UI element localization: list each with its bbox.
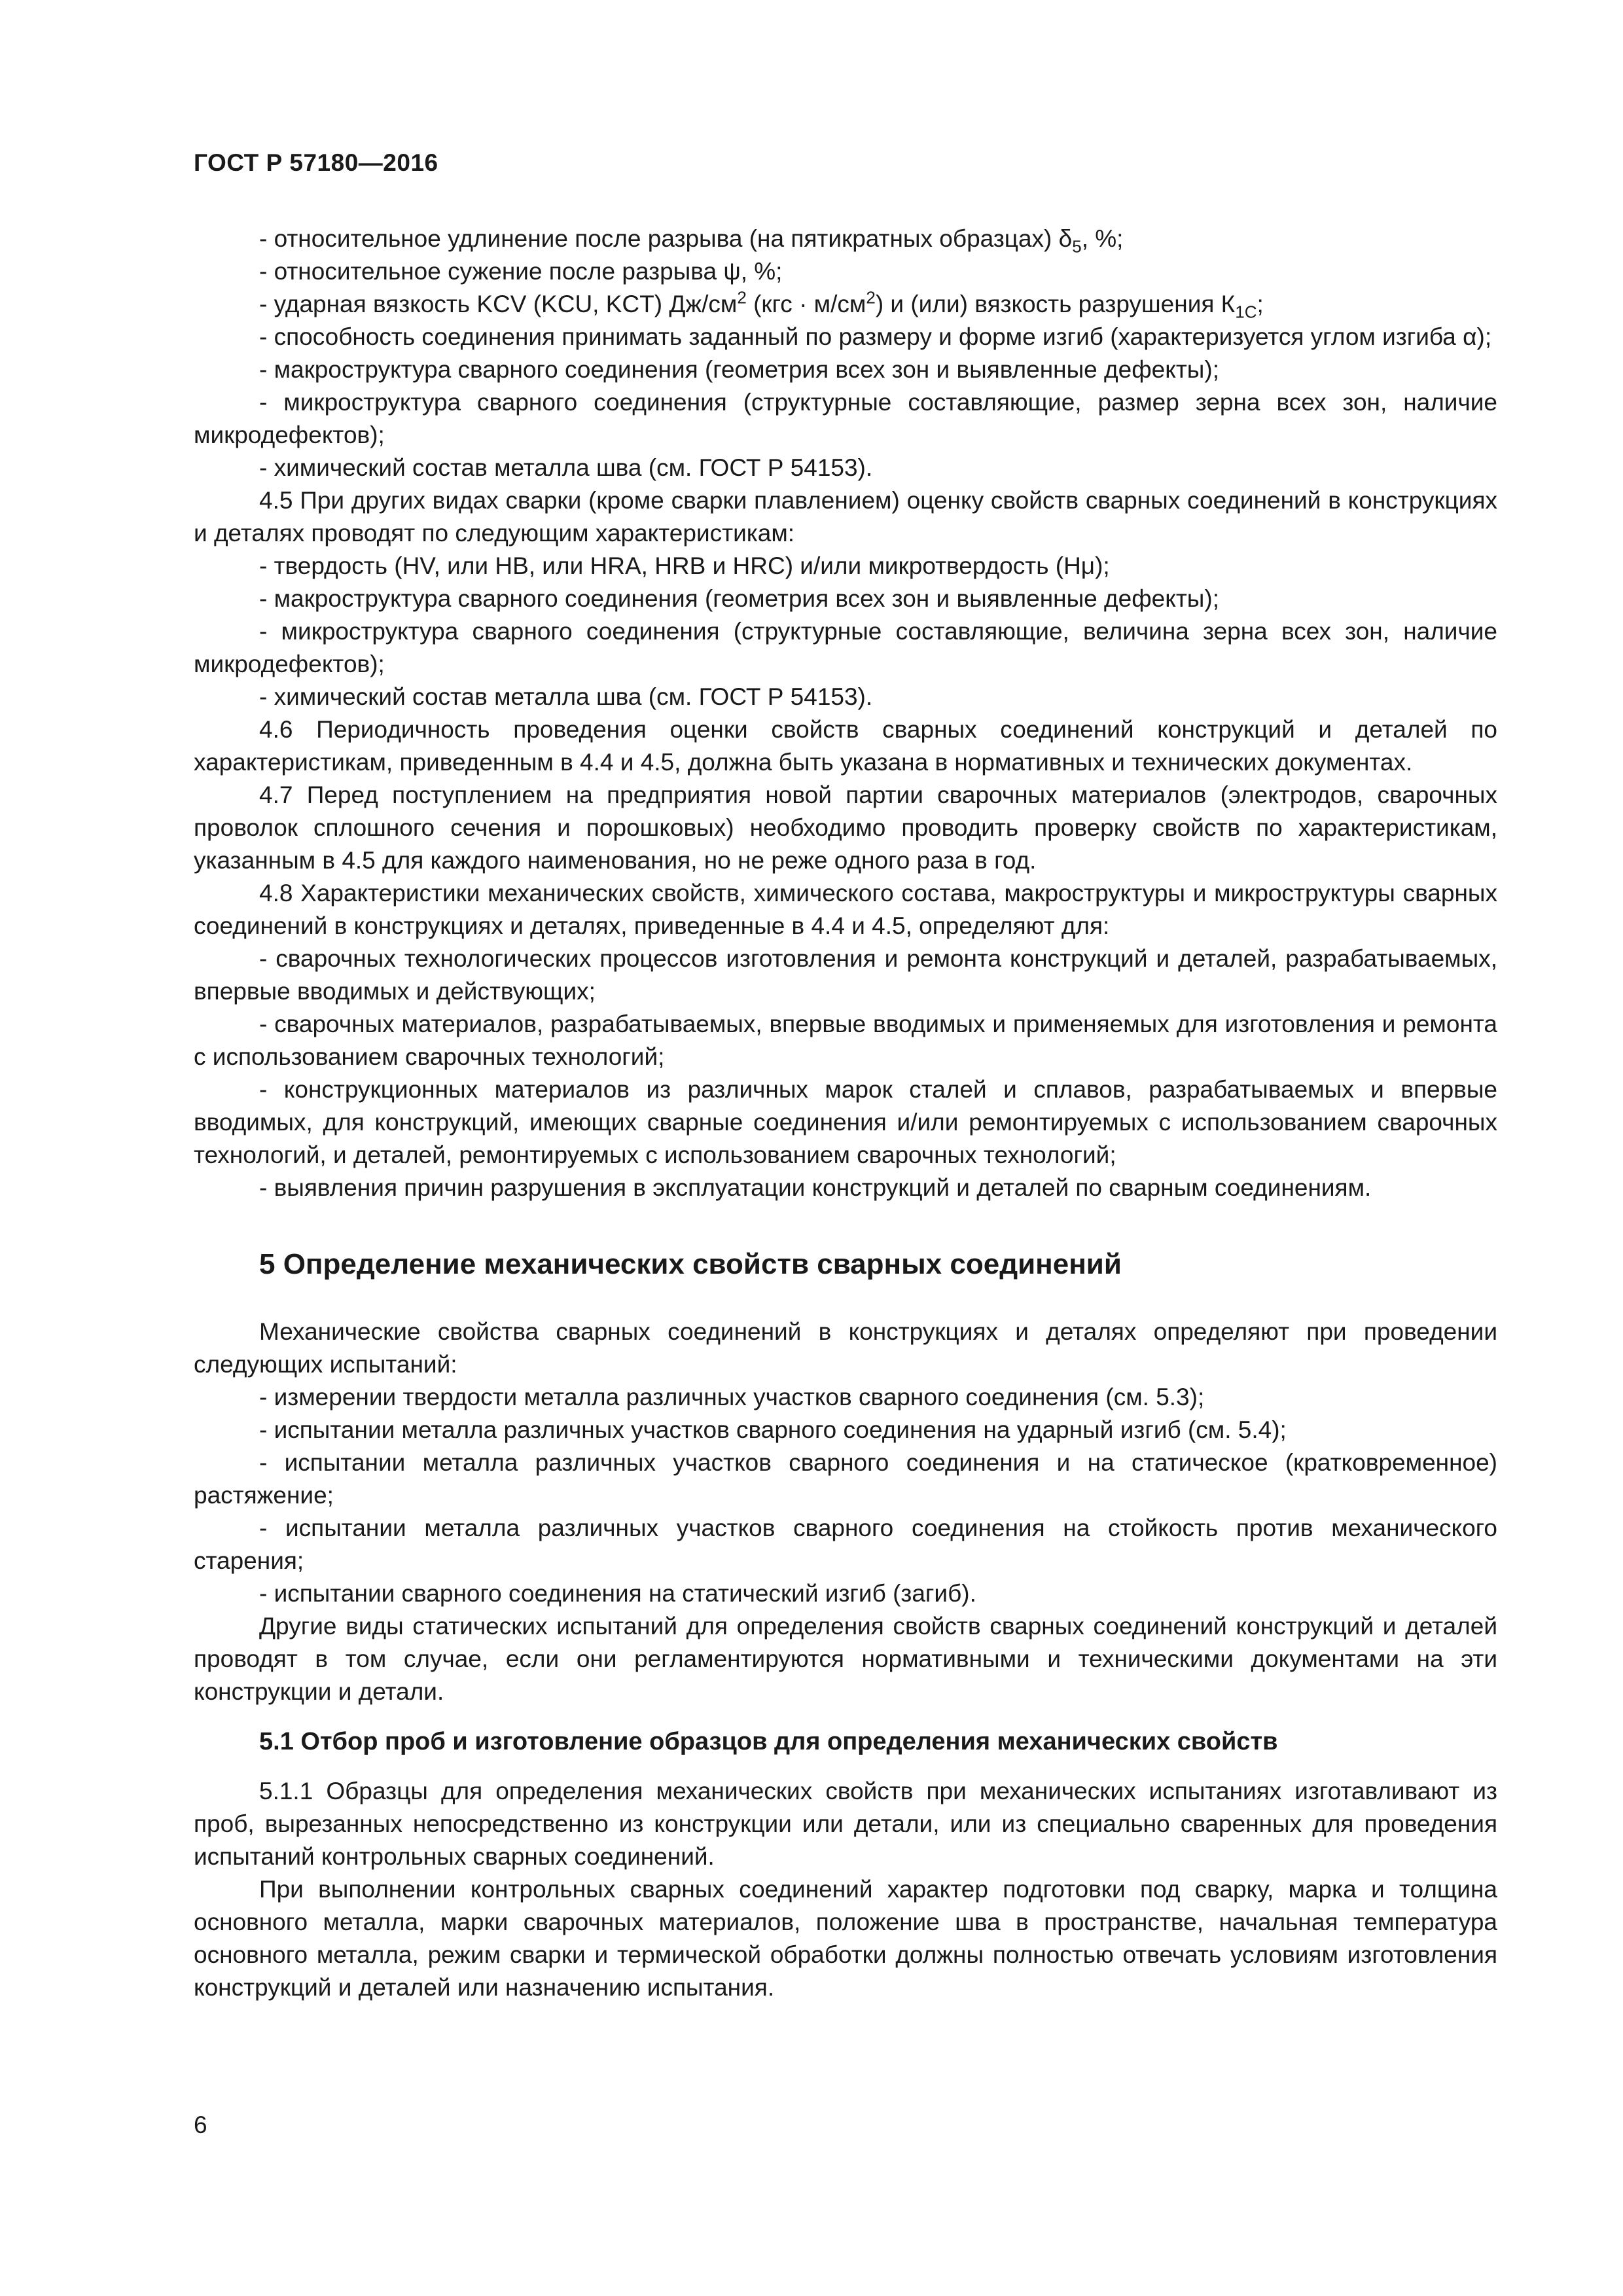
page-number: 6 — [194, 2111, 207, 2138]
list-item: - испытании металла различных участков сварного соединения и на статическое (кратковременное) растяжение; — [194, 1449, 1497, 1509]
list-item: - макроструктура сварного соединения (геометрия всех зон и выявленные дефекты); — [259, 356, 1219, 383]
clause-4-7: 4.7 Перед поступлением на предприятия новой партии сварочных материалов (электродов, сварочных проволок сплошного сечения и порошковых) необходимо проводить проверку свойств по характеристикам, указанным в 4.5 для каждого наименования, но не реже одного раза в год. — [194, 781, 1497, 874]
list-item: - сварочных технологических процессов изготовления и ремонта конструкций и деталей, разрабатываемых, впервые вводимых и действующих; — [194, 945, 1497, 1005]
section-5-heading: 5 Определение механических свойств сварных соединений — [259, 1248, 1122, 1280]
list-item: - испытании металла различных участков сварного соединения на стойкость против механического старения; — [194, 1515, 1497, 1574]
section-5-other-tests: Другие виды статических испытаний для определения свойств сварных соединений конструкций и деталей проводят в том случае, если они регламентируются нормативными и техническими документами на эти конструкции и детали. — [194, 1613, 1497, 1705]
list-item: - макроструктура сварного соединения (геометрия всех зон и выявленные дефекты); — [259, 585, 1219, 612]
clause-5-1-1: 5.1.1 Образцы для определения механических свойств при механических испытаниях изготавливают из проб, вырезанных непосредственно из конструкции или детали, или из специально сваренных для проведения испытаний контрольных сварных соединений. — [194, 1778, 1497, 1870]
list-item: - химический состав металла шва (см. ГОСТ Р 54153). — [259, 683, 873, 710]
clause-4-6: 4.6 Периодичность проведения оценки свойств сварных соединений конструкций и деталей по характеристикам, приведенным в 4.4 и 4.5, должна быть указана в нормативных и технических документах. — [194, 716, 1497, 776]
list-item: - испытании металла различных участков сварного соединения на ударный изгиб (см. 5.4); — [259, 1416, 1287, 1443]
clause-5-1-1-continued: При выполнении контрольных сварных соединений характер подготовки под сварку, марка и толщина основного металла, марки сварочных материалов, положение шва в пространстве, начальная температура основного металла, режим сварки и термической обработки должны полностью отвечать условиям изготовления конструкций и деталей или назначению испытания. — [194, 1876, 1497, 2001]
list-item: - конструкционных материалов из различных марок сталей и сплавов, разрабатываемых и впервые вводимых, для конструкций, имеющих сварные соединения и/или ремонтируемых с использованием сварочных технологий, и деталей, ремонтируемых с использованием сварочных технологий; — [194, 1076, 1497, 1168]
list-item: - микроструктура сварного соединения (структурные составляющие, размер зерна всех зон, наличие микродефектов); — [194, 389, 1497, 448]
list-item: - выявления причин разрушения в эксплуатации конструкций и деталей по сварным соединениям. — [259, 1174, 1372, 1201]
list-item: - сварочных материалов, разрабатываемых, впервые вводимых и применяемых для изготовления и ремонта с использованием сварочных технологий; — [194, 1011, 1497, 1070]
list-item: - относительное удлинение после разрыва (на пятикратных образцах) $\delta_5$, %; — [259, 225, 1124, 257]
list-item: - ударная вязкость KCV (KCU, KCT) $Дж/см^2$ $(кгс \cdot м/см^2)$ и (или) вязкость разрушения $К_{1С}$; — [259, 287, 1264, 322]
list-item: - измерении твердости металла различных участков сварного соединения (см. 5.3); — [259, 1384, 1205, 1410]
document-code-header: ГОСТ Р 57180—2016 — [194, 149, 438, 176]
list-item: - способность соединения принимать заданный по размеру и форме изгиб (характеризуется углом изгиба α); — [259, 323, 1492, 350]
section-5-intro: Механические свойства сварных соединений в конструкциях и деталях определяют при проведении следующих испытаний: — [194, 1318, 1497, 1378]
section-5-1-heading: 5.1 Отбор проб и изготовление образцов для определения механических свойств — [259, 1728, 1278, 1755]
list-item: - испытании сварного соединения на статический изгиб (загиб). — [259, 1580, 976, 1607]
clause-4-5: 4.5 При других видах сварки (кроме сварки плавлением) оценку свойств сварных соединений в конструкциях и деталях проводят по следующим характеристикам: — [194, 487, 1497, 547]
list-item: - относительное сужение после разрыва ψ, %; — [259, 258, 783, 285]
clause-4-8: 4.8 Характеристики механических свойств, химического состава, макроструктуры и микроструктуры сварных соединений в конструкциях и деталях, приведенные в 4.4 и 4.5, определяют для: — [194, 880, 1497, 939]
list-item: - твердость (HV, или HB, или HRA, HRB и HRC) и/или микротвердость (Hμ); — [259, 552, 1110, 579]
document-body — [194, 223, 1497, 2004]
list-item: - химический состав металла шва (см. ГОСТ Р 54153). — [259, 454, 873, 481]
list-item: - микроструктура сварного соединения (структурные составляющие, величина зерна всех зон, наличие микродефектов); — [194, 618, 1497, 677]
